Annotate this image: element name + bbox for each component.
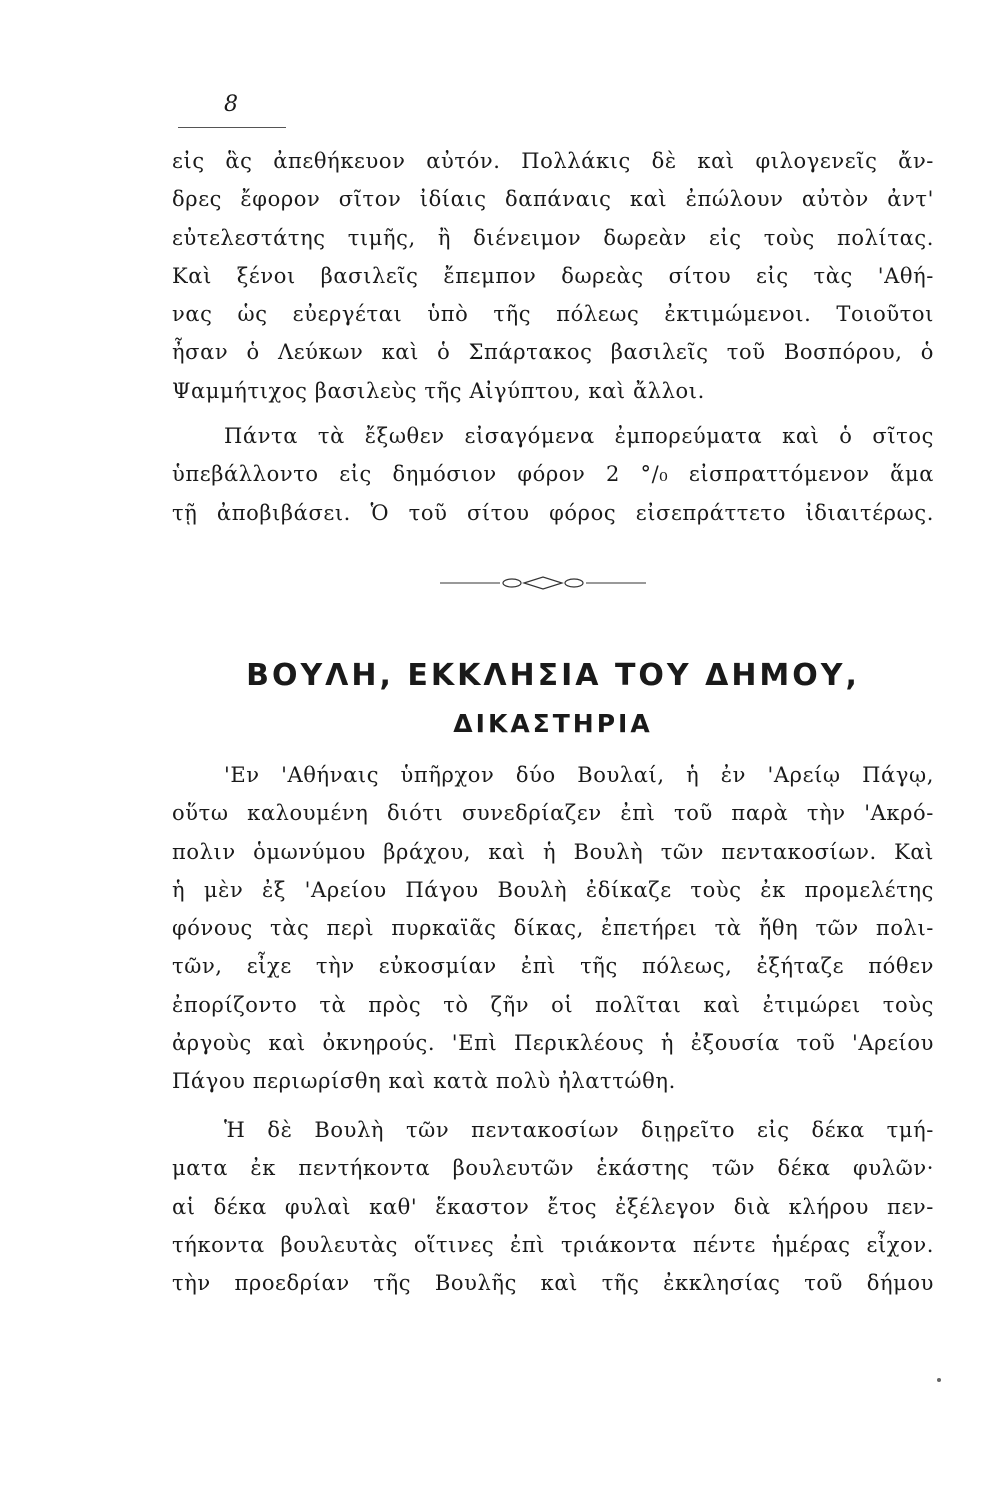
text-line: Καὶ ξένοι βασιλεῖς ἔπεμπον δωρεὰς σίτου εἰς τὰς 'Αθή- (172, 263, 934, 288)
text-line: ἀργοὺς καὶ ὀκνηρούς. 'Επὶ Περικλέους ἡ ἐξουσία τοῦ 'Αρείου (172, 1031, 934, 1056)
text-line: πολιν ὁμωνύμου βράχου, καὶ ἡ Βουλὴ τῶν πεντακοσίων. Καὶ (172, 839, 934, 864)
text-line: Πάγου περιωρίσθη καὶ κατὰ πολὺ ἠλαττώθη. (172, 1069, 676, 1094)
section-title: ΒΟΥΛΗ, ΕΚΚΛΗΣΙΑ ΤΟΥ ΔΗΜΟΥ, (246, 658, 860, 693)
text-line: εὐτελεστάτης τιμῆς, ἢ διένειμον δωρεὰν εἰς τοὺς πολίτας. (172, 225, 934, 250)
text-line: αἱ δέκα φυλαὶ καθ' ἕκαστον ἔτος ἐξέλεγον διὰ κλήρου πεν- (172, 1194, 934, 1219)
text-line: Ψαμμήτιχος βασιλεὺς τῆς Αἰγύπτου, καὶ ἄλλοι. (172, 378, 705, 403)
text-line: ἐπορίζοντο τὰ πρὸς τὸ ζῆν οἱ πολῖται καὶ ἐτιμώρει τοὺς (172, 992, 934, 1017)
paragraph-4 (172, 1111, 934, 1302)
text-line: φόνους τὰς περὶ πυρκαϊᾶς δίκας, ἐπετήρει τὰ ἤθη τῶν πολι- (172, 916, 934, 941)
paragraph-2 (172, 417, 934, 532)
text-line: Ἡ δὲ Βουλὴ τῶν πεντακοσίων διῃρεῖτο εἰς δέκα τμή- (224, 1118, 934, 1142)
scan-speck (937, 1378, 941, 1382)
text-line: ἡ μὲν ἐξ 'Αρείου Πάγου Βουλὴ ἐδίκαζε τοὺς ἐκ προμελέτης (172, 877, 934, 902)
paragraph-3 (172, 756, 934, 1101)
text-line: οὕτω καλουμένη διότι συνεδρίαζεν ἐπὶ τοῦ παρὰ τὴν 'Ακρό- (172, 801, 934, 826)
paragraph-1 (172, 142, 934, 410)
text-line: εἰς ἃς ἀπεθήκευον αὐτόν. Πολλάκις δὲ καὶ φιλογενεῖς ἄν- (172, 149, 934, 173)
section-ornament (440, 568, 646, 598)
text-line: ὑπεβάλλοντο εἰς δημόσιον φόρον 2 °/₀ εἰσπραττόμενον ἅμα (172, 462, 934, 487)
text-line: τῶν, εἶχε τὴν εὐκοσμίαν ἐπὶ τῆς πόλεως, ἐξήταζε πόθεν (172, 954, 934, 979)
text-line: τήκοντα βουλευτὰς οἵτινες ἐπὶ τριάκοντα πέντε ἡμέρας εἶχον. (172, 1232, 934, 1257)
text-line: τῇ ἀποβιβάσει. Ὁ τοῦ σίτου φόρος εἰσεπράττετο ἰδιαιτέρως. (172, 500, 934, 525)
text-line: νας ὡς εὐεργέται ὑπὸ τῆς πόλεως ἐκτιμώμενοι. Τοιοῦτοι (172, 302, 934, 327)
page-number: 8 (224, 92, 238, 117)
text-line: Πάντα τὰ ἔξωθεν εἰσαγόμενα ἐμπορεύματα καὶ ὁ σῖτος (224, 424, 934, 448)
section-subtitle: ΔΙΚΑΣΤΗΡΙΑ (453, 709, 653, 738)
text-line: δρες ἔφορον σῖτον ἰδίαις δαπάναις καὶ ἐπώλουν αὐτὸν ἀντ' (172, 187, 934, 212)
text-line: ματα ἐκ πεντήκοντα βουλευτῶν ἑκάστης τῶν δέκα φυλῶν· (172, 1156, 934, 1181)
text-line: ἦσαν ὁ Λεύκων καὶ ὁ Σπάρτακος βασιλεῖς τοῦ Βοσπόρου, ὁ (172, 340, 934, 365)
text-line: 'Εν 'Αθήναις ὑπῆρχον δύο Βουλαί, ἡ ἐν 'Αρείῳ Πάγῳ, (224, 763, 934, 787)
header-rule (178, 127, 286, 128)
text-line: τὴν προεδρίαν τῆς Βουλῆς καὶ τῆς ἐκκλησίας τοῦ δήμου (172, 1271, 934, 1296)
